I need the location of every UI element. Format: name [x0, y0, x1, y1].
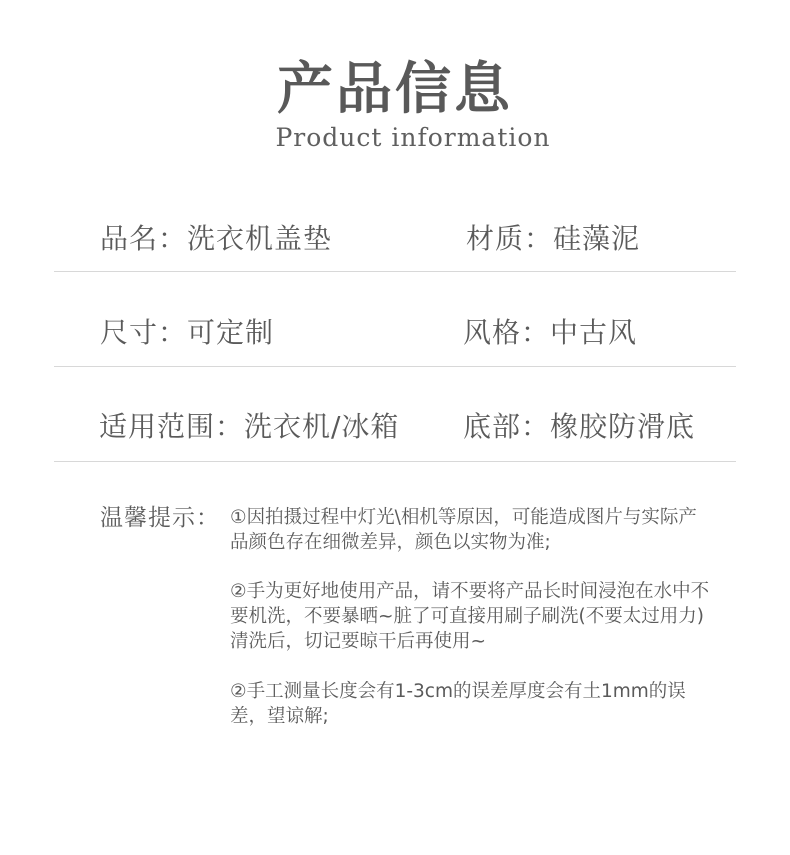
- divider: [54, 271, 736, 272]
- tip-item: ②手工测量长度会有1-3cm的误差厚度会有土1mm的误差，望谅解;: [230, 681, 686, 727]
- spec-usage: 适用范围：洗衣机/冰箱: [99, 410, 400, 443]
- spec-style: 风格：中古风: [463, 316, 638, 349]
- divider: [54, 461, 736, 462]
- spec-bottom: 底部：橡胶防滑底: [463, 410, 696, 443]
- spec-row: [0, 407, 790, 447]
- spec-row: [0, 313, 790, 353]
- tip-item: ①因拍摄过程中灯光\相机等原因，可能造成图片与实际产品颜色存在细微差异，颜色以实物为准;: [230, 507, 697, 553]
- divider: [54, 366, 736, 367]
- page-title: 产品信息: [277, 57, 513, 122]
- spec-material: 材质：硅藻泥: [466, 222, 641, 255]
- tip-item: ②手为更好地使用产品，请不要将产品长时间浸泡在水中不要机洗，不要暴晒~脏了可直接用刷子刷洗(不要太过用力)清洗后，切记要晾干后再使用~: [230, 581, 710, 652]
- spec-row: [0, 219, 790, 259]
- tips-label: 温馨提示：: [100, 505, 220, 531]
- spec-size: 尺寸：可定制: [100, 316, 275, 349]
- page-subtitle: Product information: [275, 123, 551, 152]
- spec-name: 品名：洗衣机盖垫: [100, 222, 333, 255]
